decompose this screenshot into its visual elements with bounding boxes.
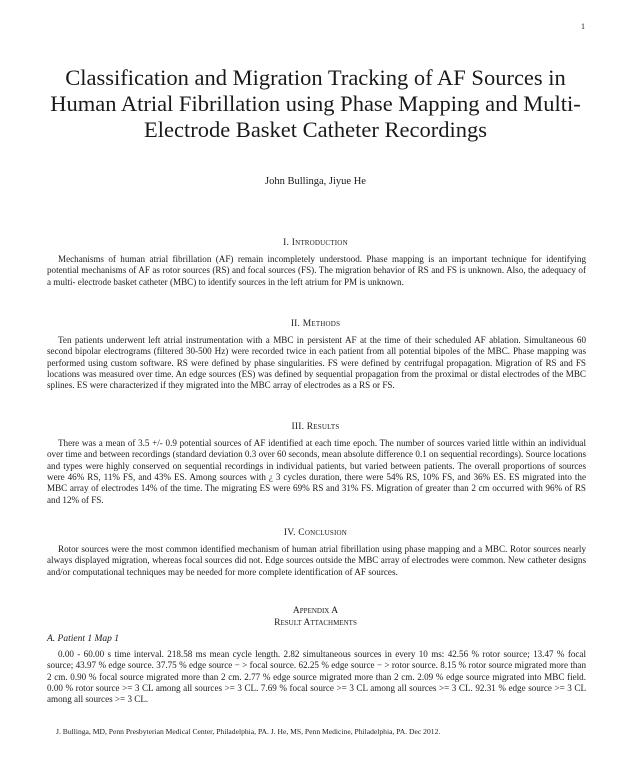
introduction-title: Introduction (291, 238, 348, 248)
conclusion-body: Rotor sources were the most common identified mechanism of human atrial fibrillation using phase mapping and a MBC. Rotor sources nearly always displayed migration, whereas focal sources did not. Edge sources outside the MBC array of electrodes were common. New catheter designs and/or computational techniques may be needed for more complete identification of AF sources. (47, 544, 586, 577)
methods-numeral: II. (290, 319, 301, 329)
methods-body: Ten patients underwent left atrial instrumentation with a MBC in persistent AF at the time of their scheduled AF ablation. Simultaneous 60 second bipolar electrograms (filtered 30-500 Hz) were recorded twice in each patient from all potential bipoles of the MBC. Phase mapping was performed using custom software. RS were defined by phase singularities. FS were defined by centrifugal propagation. Migration of RS and FS locations was measured over time. An edge sources (ES) was defined by sequential propagation from the proximal or distal electrodes of the MBC splines. ES were characterized if they migrated into the MBC array of electrodes as a RS or FS. (47, 335, 586, 391)
appendix-title: Result Attachments (274, 618, 357, 628)
results-heading (0, 422, 631, 432)
author-list: John Bullinga, Jiyue He (265, 176, 366, 187)
appendix-subsection-heading: A. Patient 1 Map 1 (47, 634, 120, 644)
introduction-heading (0, 238, 631, 248)
author-affiliation-footnote: J. Bullinga, MD, Penn Presbyterian Medical Center, Philadelphia, PA. J. He, MS, Penn Medicine, Philadelphia, PA. Dec 2012. (56, 727, 441, 736)
conclusion-numeral: IV. (283, 528, 296, 538)
results-numeral: III. (291, 422, 305, 432)
conclusion-heading (0, 528, 631, 538)
results-title: Results (306, 422, 340, 432)
appendix-body: 0.00 - 60.00 s time interval. 218.58 ms mean cycle length. 2.82 simultaneous sources in every 10 ms: 42.56 % rotor source; 13.47 % focal source; 43.97 % edge source. 37.75 % edge source − > focal source. 62.25 % edge source − > rotor source. 8.15 % rotor source migrated more than 2 cm. 0.90 % focal source migrated more than 2 cm. 2.77 % edge source migrated more than 2 cm. 2.09 % edge source migrated into MBC field. 0.00 % rotor source >= 3 CL among all sources >= 3 CL. 7.69 % focal source >= 3 CL among all sources >= 3 CL. 92.31 % edge source >= 3 CL among all sources >= 3 CL. (47, 649, 586, 705)
methods-title: Methods (302, 319, 341, 329)
introduction-numeral: I. (283, 238, 290, 248)
results-body: There was a mean of 3.5 +/- 0.9 potential sources of AF identified at each time epoch. The number of sources varied little within an individual over time and between recordings (standard deviation 0.3 over 60 seconds, mean absolute difference 0.1 on sequential recordings). Source locations and types were highly conserved on sequential recordings in individual patients, but varied between patients. The overall proportions of sources were 46% RS, 11% FS, and 43% ES. Among sources with ¿ 3 cycles duration, there were 54% RS, 10% FS, and 36% ES. ES migrated into the MBC array of electrodes 14% of the time. The migrating ES were 69% RS and 31% FS. Migration of greater than 2 cm occurred with 96% of RS and 12% of FS. (47, 438, 586, 505)
page-number: 1 (581, 22, 585, 31)
conclusion-title: Conclusion (298, 528, 348, 538)
introduction-body: Mechanisms of human atrial fibrillation (AF) remain incompletely understood. Phase mapping is an important technique for identifying potential mechanisms of AF as rotor sources (RS) and focal sources (FS). The migration behavior of RS and FS is unknown. Also, the adequacy of a multi- electrode basket catheter (MBC) to identify sources in the left atrium for PM is unknown. (47, 254, 586, 287)
appendix-label: Appendix A (292, 606, 339, 616)
methods-heading (0, 319, 631, 329)
paper-title: Classification and Migration Tracking of AF Sources in Human Atrial Fibrillation using Phase Mapping and Multi-Electrode Basket Catheter Recordings (50, 65, 581, 143)
